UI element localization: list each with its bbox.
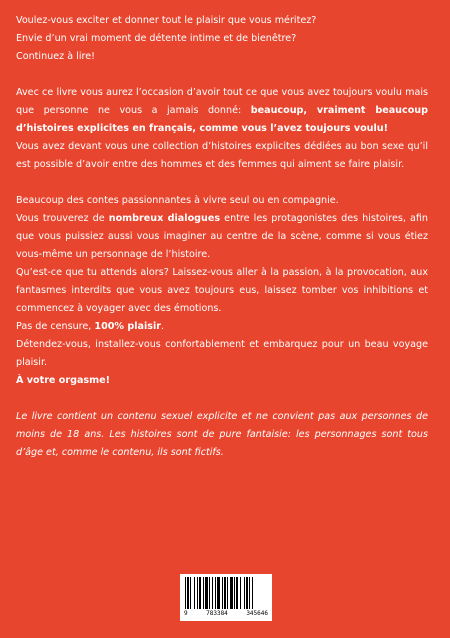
barcode-bar [185,577,186,609]
paragraph-censure [16,318,428,336]
paragraph-collection: Vous avez devant vous une collection d’histoires explicites dédiées au bon sexe qu’il est possible d’avoir entre des hommes et des femmes qui aiment se faire plaisir. [16,141,428,170]
intro-line-3: Continuez à lire! [16,51,95,62]
censure-after: . [161,321,165,332]
closing-line [16,372,428,390]
back-cover-text [16,12,428,462]
barcode-bar [197,577,198,609]
barcode-bar [240,577,241,609]
barcode-bar [230,577,233,609]
paragraph-passion: Qu’est-ce que tu attends alors? Laissez-vous aller à la passion, à la provocation, aux fantasmes interdits que vous avez toujours eus, laissez tomber vos inhibitions et commencez à voyager avec des émotions. [16,267,428,314]
dialogues-after: entre les protagonistes des histoires, afin que vous puissiez aussi vous imaginer au centre de la scène, comme si vous étiez vous-même un personnage de l’histoire. [16,213,428,260]
offer-text: Avec ce livre vous aurez l’occasion d’avoir tout ce que vous avez toujours voulu mais que personne ne vous a jamais donné: [16,87,428,116]
paragraph-tales: Beaucoup des contes passionnantes à vivre seul ou en compagnie. [16,195,339,206]
intro-line-1: Voulez-vous exciter et donner tout le plaisir que vous méritez? [16,15,317,26]
closing-bold: À votre orgasme! [16,375,111,386]
paragraph-dialogues [16,210,428,264]
dialogues-bold: nombreux dialogues [108,213,221,224]
barcode-bar [217,577,220,609]
censure-before: Pas de censure, [16,321,95,332]
barcode-bar [205,577,208,609]
barcode-bar [187,577,189,609]
barcode-digit-2: 783384 [206,610,228,617]
paragraph-relax: Détendez-vous, installez-vous confortablement et embarquez pour un beau voyage plaisir. [16,339,428,368]
barcode-bar [227,577,228,609]
offer-bold: beaucoup, vraiment beaucoup d’histoires explicites en français, comme vous l’avez toujours voulu! [16,105,428,134]
censure-bold: 100% plaisir [94,321,162,332]
barcode-bar [244,577,245,609]
paragraph-offer [16,84,428,138]
barcode-bar [209,577,210,609]
barcode-digits [184,610,268,618]
barcode-bar [199,577,201,609]
barcode-bar [212,577,213,609]
intro-line-2: Envie d’un vrai moment de détente intime et de bienêtre? [16,33,297,44]
barcode-digit-1: 9 [184,610,188,617]
barcode-bar [249,577,250,609]
barcode-bar [252,577,253,609]
dialogues-before: Vous trouverez de [16,213,109,224]
barcode-bars [184,577,268,609]
barcode-bar [203,577,204,609]
barcode-bar [215,577,216,609]
barcode-bar [236,577,238,609]
barcode-bar [234,577,235,609]
barcode-bar [194,577,195,609]
barcode-digit-3: 345646 [246,610,268,617]
barcode-bar [224,577,226,609]
barcode-bar [246,577,248,609]
disclaimer: Le livre contient un contenu sexuel explicite et ne convient pas aux personnes de moins de 18 ans. Les histoires sont de pure fantaisie: les personnages sont tous d’âge et, comme le contenu, ils sont fictifs. [16,411,428,458]
barcode-bar [190,577,191,609]
barcode-bar [222,577,223,609]
isbn-barcode [180,574,272,621]
